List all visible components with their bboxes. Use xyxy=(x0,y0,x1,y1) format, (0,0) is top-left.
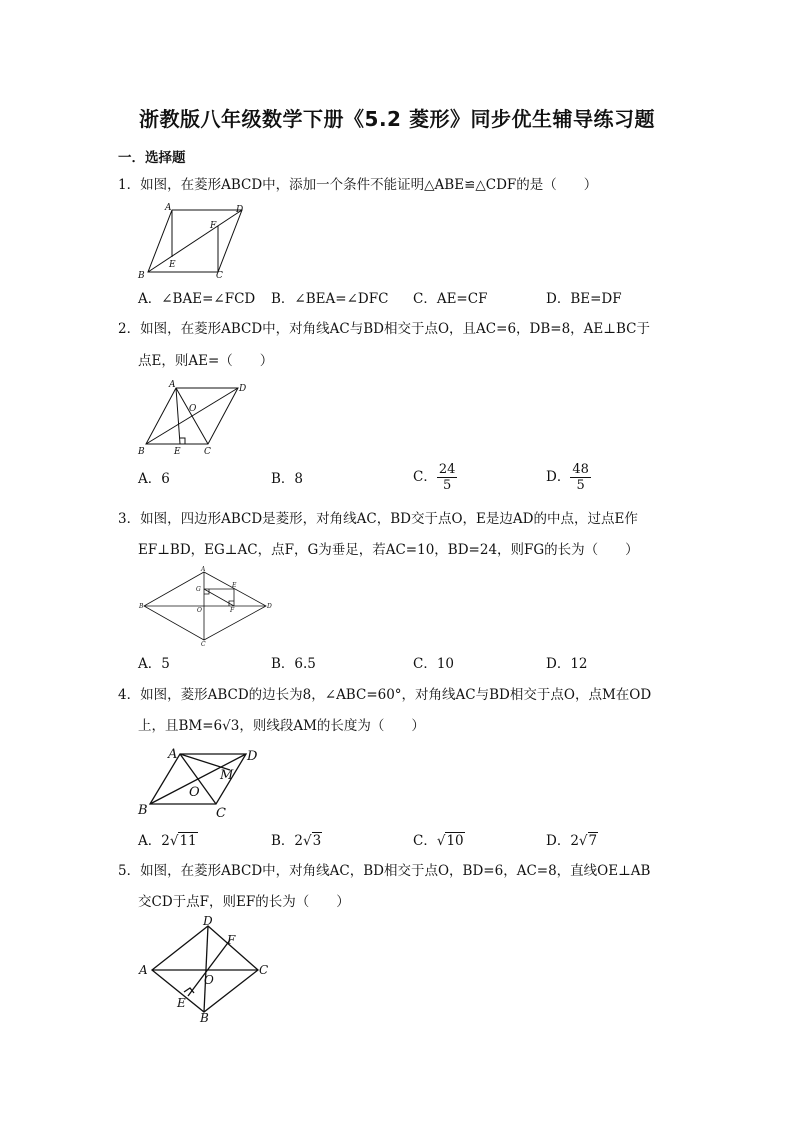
q3-label-O: O xyxy=(197,607,202,614)
q4-label-B: B xyxy=(138,803,148,818)
q4-stem-line2: 上，且BM=6√3，则线段AM的长度为（ ） xyxy=(138,718,425,734)
q3-label-A: A xyxy=(201,566,206,573)
q3-label-D: D xyxy=(267,603,272,610)
q2-label-D: D xyxy=(239,384,247,394)
q2-option-d-letter: D． xyxy=(546,469,571,485)
q1-label-F: F xyxy=(210,221,217,231)
q1-label-E: E xyxy=(169,260,176,270)
q4-stem-line1: 4．如图，菱形ABCD的边长为8，∠ABC=60°，对角线AC与BD相交于点O，点M在OD xyxy=(118,687,652,703)
q5-label-C: C xyxy=(259,963,269,977)
q1-label-C: C xyxy=(216,271,223,281)
q4-option-d[interactable] xyxy=(546,832,598,850)
q1-label-A: A xyxy=(165,203,172,213)
q5-stem-line1: 5．如图，在菱形ABCD中，对角线AC，BD相交于点O，BD=6，AC=8，直线OE⊥AB xyxy=(118,863,651,879)
q5-figure xyxy=(138,916,278,1024)
q2-label-E: E xyxy=(174,447,181,457)
q5-label-O: O xyxy=(204,973,214,987)
q4-option-d-radicand: 7 xyxy=(588,833,598,849)
q4-option-c-radicand: 10 xyxy=(446,833,464,849)
q4-label-C: C xyxy=(216,806,226,821)
q4-option-c-label: C． xyxy=(413,833,437,849)
q2-option-c-fraction: $\frac{24}{5}$ xyxy=(438,462,456,493)
q3-label-B: B xyxy=(139,603,144,610)
q2-option-b[interactable]: B．8 xyxy=(271,471,304,487)
q2-option-d[interactable] xyxy=(546,462,591,493)
page-title: 浙教版八年级数学下册《5.2 菱形》同步优生辅导练习题 xyxy=(139,107,655,131)
q3-option-d[interactable]: D．12 xyxy=(546,656,588,672)
sqrt-sign: √ xyxy=(303,833,312,849)
q2-label-O: O xyxy=(189,404,197,414)
q4-option-c[interactable] xyxy=(413,832,465,850)
q1-label-D: D xyxy=(236,205,244,215)
q3-label-E: E xyxy=(232,582,237,589)
q4-option-d-label: D．2 xyxy=(546,833,579,849)
q3-stem-line2: EF⊥BD，EG⊥AC，点F，G为垂足，若AC=10，BD=24，则FG的长为（ ） xyxy=(138,542,639,558)
q4-option-b-label: B．2 xyxy=(271,833,304,849)
q3-label-C: C xyxy=(201,641,206,648)
q3-label-F: F xyxy=(230,607,235,614)
q3-option-a[interactable]: A．5 xyxy=(138,656,170,672)
q2-label-B: B xyxy=(138,447,145,457)
q3-option-c[interactable]: C．10 xyxy=(413,656,455,672)
q4-option-a[interactable] xyxy=(138,832,198,850)
q4-option-b-radicand: 3 xyxy=(312,833,322,849)
q1-option-c[interactable]: C．AE=CF xyxy=(413,291,488,307)
q2-option-a[interactable]: A．6 xyxy=(138,471,170,487)
q4-label-D: D xyxy=(247,749,258,764)
q5-stem-line2: 交CD于点F，则EF的长为（ ） xyxy=(138,894,350,910)
q2-label-A: A xyxy=(169,380,176,390)
sqrt-sign: √ xyxy=(169,833,179,849)
q5-label-B: B xyxy=(200,1011,209,1025)
q5-label-F: F xyxy=(227,933,236,947)
q4-option-a-label: A．2 xyxy=(138,833,170,849)
q2-option-c[interactable] xyxy=(413,462,457,493)
q4-option-b[interactable] xyxy=(271,832,322,850)
q3-stem-line1: 3．如图，四边形ABCD是菱形，对角线AC，BD交于点O，E是边AD的中点，过点E作 xyxy=(118,511,638,527)
section-heading: 一．选择题 xyxy=(118,150,186,166)
q5-label-D: D xyxy=(203,914,213,928)
q4-label-O: O xyxy=(189,785,200,800)
sqrt-sign: √ xyxy=(436,833,446,849)
q2-option-d-fraction: $\frac{48}{5}$ xyxy=(572,462,589,493)
q3-label-G: G xyxy=(196,586,201,593)
q3-option-b[interactable]: B．6.5 xyxy=(271,656,316,672)
q4-label-M: M xyxy=(220,768,234,783)
q1-option-a[interactable]: A．∠BAE=∠FCD xyxy=(138,291,256,307)
q4-figure xyxy=(138,744,268,820)
q3-figure xyxy=(138,566,278,648)
sqrt-sign: √ xyxy=(578,833,588,849)
q1-stem: 1．如图，在菱形ABCD中，添加一个条件不能证明△ABE≌△CDF的是（ ） xyxy=(118,177,598,193)
q2-stem-line1: 2．如图，在菱形ABCD中，对角线AC与BD相交于点O，且AC=6，DB=8，AE⊥BC于 xyxy=(118,321,650,337)
q1-label-B: B xyxy=(138,271,145,281)
q2-stem-line2: 点E，则AE=（ ） xyxy=(138,353,274,369)
q1-option-d[interactable]: D．BE=DF xyxy=(546,291,622,307)
q5-label-E: E xyxy=(177,996,186,1010)
q1-option-b[interactable]: B．∠BEA=∠DFC xyxy=(271,291,389,307)
q4-label-A: A xyxy=(168,747,178,762)
q1-figure xyxy=(138,204,258,282)
q2-label-C: C xyxy=(204,447,211,457)
q5-label-A: A xyxy=(139,963,148,977)
q4-option-a-radicand: 11 xyxy=(179,833,197,849)
q2-option-c-letter: C． xyxy=(413,469,437,485)
q2-figure xyxy=(138,380,256,458)
